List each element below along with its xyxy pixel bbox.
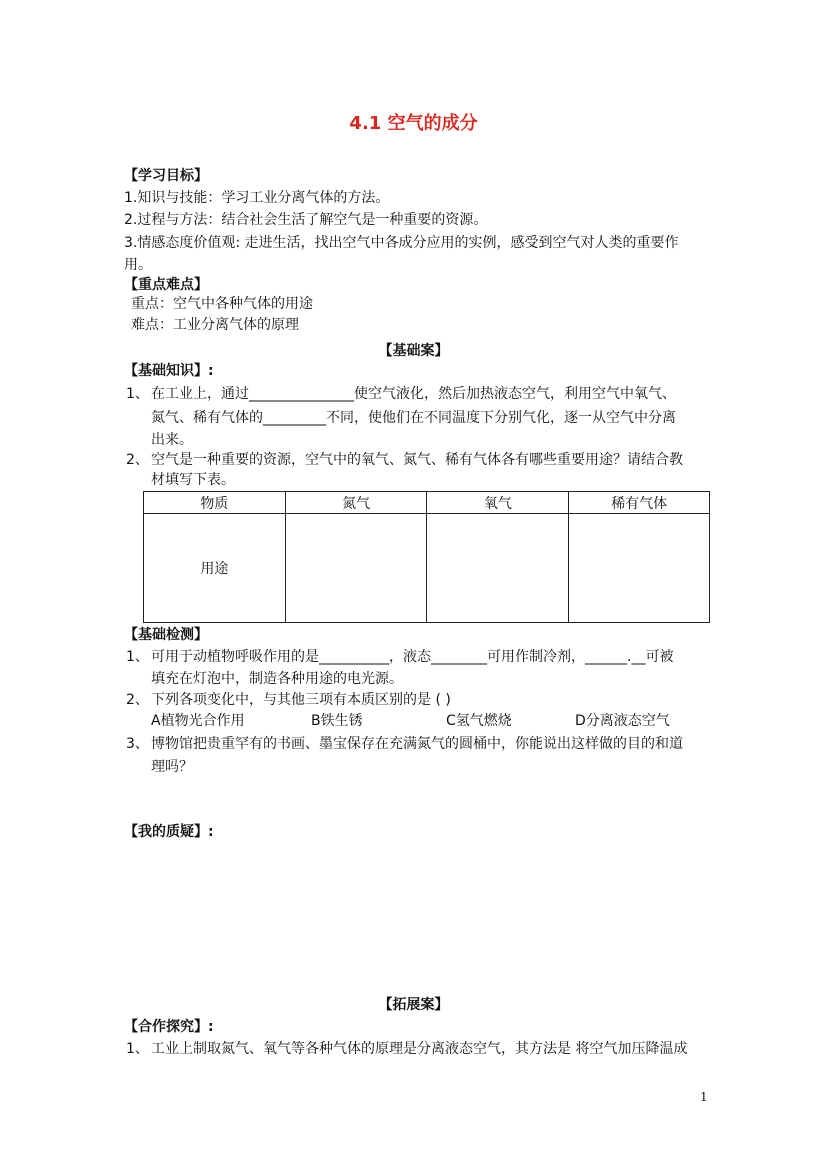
key-point-item: 重点：空气中各种气体的用途 xyxy=(131,296,313,312)
option-b: B铁生锈 xyxy=(311,713,363,729)
question-line: 填充在灯泡中，制造各种用途的电光源。 xyxy=(151,671,403,687)
table-header-cell: 氮气 xyxy=(285,492,427,514)
question-line: 下列各项变化中，与其他三项有本质区别的是 ( ) xyxy=(151,692,451,708)
table-row-label: 用途 xyxy=(144,514,286,623)
option-c: C氢气燃烧 xyxy=(446,713,512,729)
table-cell-blank[interactable] xyxy=(427,514,569,623)
table-cell-blank[interactable] xyxy=(569,514,710,623)
question-number: 1、 xyxy=(126,1041,149,1057)
question-line: 空气是一种重要的资源，空气中的氧气、氮气、稀有气体各有哪些重要用途？请结合教 xyxy=(151,452,683,468)
table-header-cell: 氧气 xyxy=(427,492,569,514)
question-number: 1、 xyxy=(126,649,149,665)
key-points-heading: 【重点难点】 xyxy=(124,277,208,293)
extension-case-heading: 【拓展案】 xyxy=(378,997,449,1013)
question-line: 在工业上，通过_______________使空气液化，然后加热液态空气，利用空气中氧气、 xyxy=(151,386,676,402)
question-line: 出来。 xyxy=(151,432,193,448)
question-line: 理吗？ xyxy=(151,759,193,775)
page-number: 1 xyxy=(700,1090,708,1104)
option-d: D分离液态空气 xyxy=(575,713,670,729)
key-point-item: 难点：工业分离气体的原理 xyxy=(131,317,299,333)
objective-item: 1.知识与技能：学习工业分离气体的方法。 xyxy=(124,190,390,206)
question-number: 2、 xyxy=(126,452,149,468)
table-header-cell: 物质 xyxy=(144,492,286,514)
page-title: 4.1 空气的成分 xyxy=(349,113,478,134)
table-header-cell: 稀有气体 xyxy=(569,492,710,514)
objectives-heading: 【学习目标】 xyxy=(124,168,208,184)
table-header-row xyxy=(144,492,710,514)
objective-item: 2.过程与方法：结合社会生活了解空气是一种重要的资源。 xyxy=(124,212,488,228)
question-line: 材填写下表。 xyxy=(151,472,235,488)
question-line: 氮气、稀有气体的_________不同，使他们在不同温度下分别气化，逐一从空气中分离 xyxy=(151,410,676,426)
my-questions-heading: 【我的质疑】: xyxy=(124,824,214,840)
table-cell-blank[interactable] xyxy=(285,514,427,623)
gas-uses-table xyxy=(143,491,710,623)
basic-test-heading: 【基础检测】 xyxy=(124,627,208,643)
cooperative-inquiry-heading: 【合作探究】: xyxy=(124,1019,214,1035)
question-line: 工业上制取氮气、氧气等各种气体的原理是分离液态空气，其方法是 将空气加压降温成 xyxy=(151,1041,688,1057)
question-line: 可用于动植物呼吸作用的是__________，液态________可用作制冷剂，______.__可被 xyxy=(151,649,674,665)
objective-item: 3.情感态度价值观: 走进生活，找出空气中各成分应用的实例，感受到空气对人类的重要作 xyxy=(124,235,679,251)
table-row xyxy=(144,514,710,623)
basic-knowledge-heading: 【基础知识】: xyxy=(124,363,214,379)
question-number: 3、 xyxy=(126,736,149,752)
option-a: A植物光合作用 xyxy=(151,713,245,729)
objective-item: 用。 xyxy=(124,257,152,273)
basic-case-heading: 【基础案】 xyxy=(378,343,449,359)
question-line: 博物馆把贵重罕有的书画、墨宝保存在充满氮气的圆桶中，你能说出这样做的目的和道 xyxy=(151,736,683,752)
question-number: 1、 xyxy=(126,386,149,402)
question-number: 2、 xyxy=(126,692,149,708)
